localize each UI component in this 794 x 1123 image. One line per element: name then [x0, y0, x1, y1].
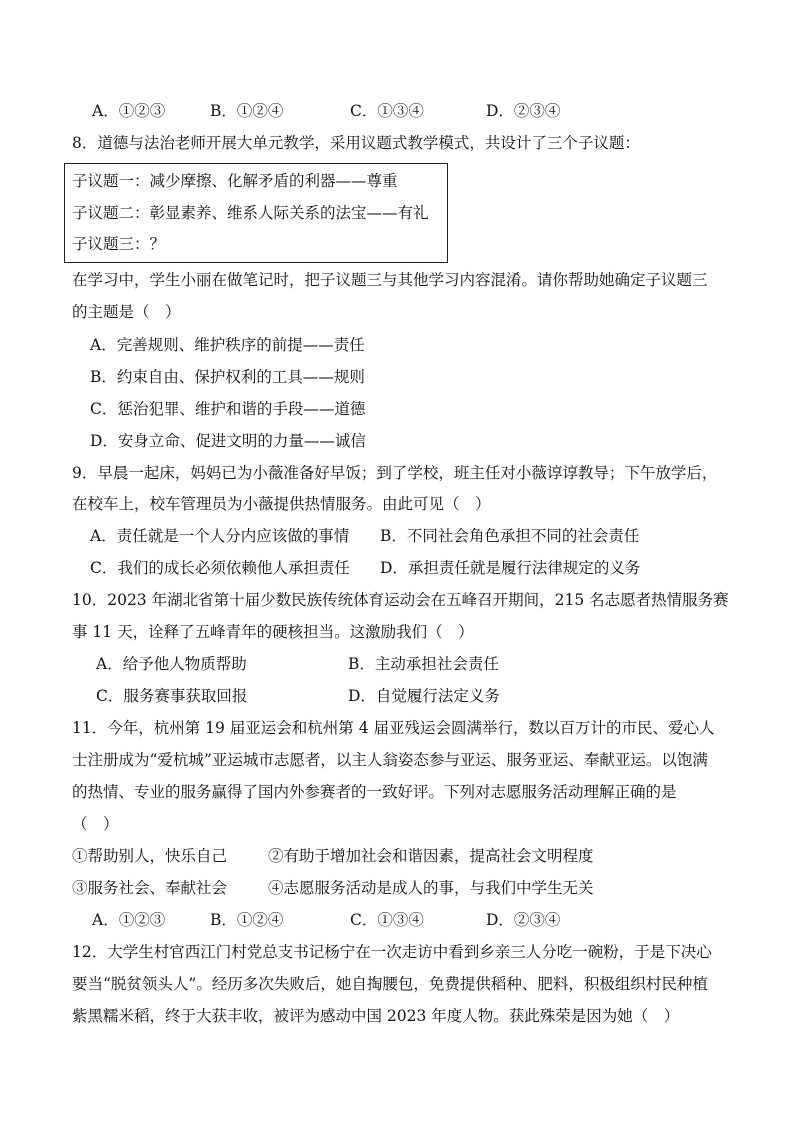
q11-option-b: B．①②④ [210, 911, 284, 929]
q11-item-4: ④志愿服务活动是成人的事，与我们中学生无关 [268, 879, 594, 897]
q8-option-c: C．惩治犯罪、维护和谐的手段——道德 [90, 400, 366, 418]
q9-line-1: 9．早晨一起床，妈妈已为小薇准备好早饭；到了学校，班主任对小薇谆谆教导；下午放学后， [72, 464, 718, 482]
q8-option-d: D．安身立命、促进文明的力量——诚信 [90, 432, 366, 450]
q10-line-1: 10．2023 年湖北省第十届少数民族传统体育运动会在五峰召开期间，215 名志愿者热情服务赛 [72, 591, 729, 609]
q8-paragraph-line-2: 的主题是（ ） [72, 303, 181, 321]
q12-line-3: 紫黑糯米稻，终于大获丰收，被评为感动中国 2023 年度人物。获此殊荣是因为她（ ） [72, 1007, 680, 1025]
q11-line-4: （ ） [72, 815, 119, 833]
q7-option-a: A．①②③ [92, 102, 166, 120]
q9-option-d: D．承担责任就是履行法律规定的义务 [380, 559, 641, 577]
q10-line-2: 事 11 天，诠释了五峰青年的硬核担当。这激励我们（ ） [72, 623, 474, 641]
q10-option-a: A．给予他人物质帮助 [96, 655, 247, 673]
q8-subtopic-2: 子议题二：彰显素养、维系人际关系的法宝——有礼 [72, 204, 429, 222]
q11-line-2: 士注册成为“爱杭城”亚运城市志愿者，以主人翁姿态参与亚运、服务亚运、奉献亚运。以饱满 [72, 751, 708, 769]
q8-option-b: B．约束自由、保护权利的工具——规则 [90, 368, 365, 386]
q12-line-2: 要当“脱贫领头人”。经历多次失败后，她自掏腰包，免费提供稻种、肥料，积极组织村民种植 [72, 975, 708, 993]
q11-option-c: C．①③④ [350, 911, 424, 929]
q8-option-a: A．完善规则、维护秩序的前提——责任 [90, 336, 365, 354]
q12-line-1: 12．大学生村官西江门村党总支书记杨宁在一次走访中看到乡亲三人分吃一碗粉，于是下决心 [72, 943, 712, 961]
q8-paragraph-line-1: 在学习中，学生小丽在做笔记时，把子议题三与其他学习内容混淆。请你帮助她确定子议题三 [72, 271, 708, 289]
q11-line-1: 11．今年，杭州第 19 届亚运会和杭州第 4 届亚残运会圆满举行，数以百万计的市民、爱心人 [72, 719, 715, 737]
q7-option-d: D．②③④ [486, 102, 561, 120]
q9-line-2: 在校车上，校车管理员为小薇提供热情服务。由此可见（ ） [72, 495, 491, 513]
q10-option-d: D．自觉履行法定义务 [348, 687, 500, 705]
q7-option-b: B．①②④ [210, 102, 284, 120]
q11-option-a: A．①②③ [92, 911, 166, 929]
q11-option-d: D．②③④ [486, 911, 561, 929]
q9-option-b: B．不同社会角色承担不同的社会责任 [380, 527, 640, 545]
q8-subtopic-1: 子议题一：减少摩擦、化解矛盾的利器——尊重 [72, 172, 398, 190]
q8-subtopic-3: 子议题三：？ [72, 235, 166, 253]
q9-option-c: C．我们的成长必须依赖他人承担责任 [90, 559, 350, 577]
q8-stem: 8．道德与法治老师开展大单元教学，采用议题式教学模式，共设计了三个子议题： [72, 134, 640, 152]
q11-item-1: ①帮助别人，快乐自己 [72, 847, 228, 865]
q11-item-3: ③服务社会、奉献社会 [72, 879, 228, 897]
q9-option-a: A．责任就是一个人分内应该做的事情 [90, 527, 350, 545]
q7-option-c: C．①③④ [350, 102, 424, 120]
q11-line-3: 的热情、专业的服务赢得了国内外参赛者的一致好评。下列对志愿服务活动理解正确的是 [72, 783, 677, 801]
q10-option-b: B．主动承担社会责任 [348, 655, 499, 673]
q11-item-2: ②有助于增加社会和谐因素，提高社会文明程度 [268, 847, 594, 865]
q10-option-c: C．服务赛事获取回报 [96, 687, 248, 705]
